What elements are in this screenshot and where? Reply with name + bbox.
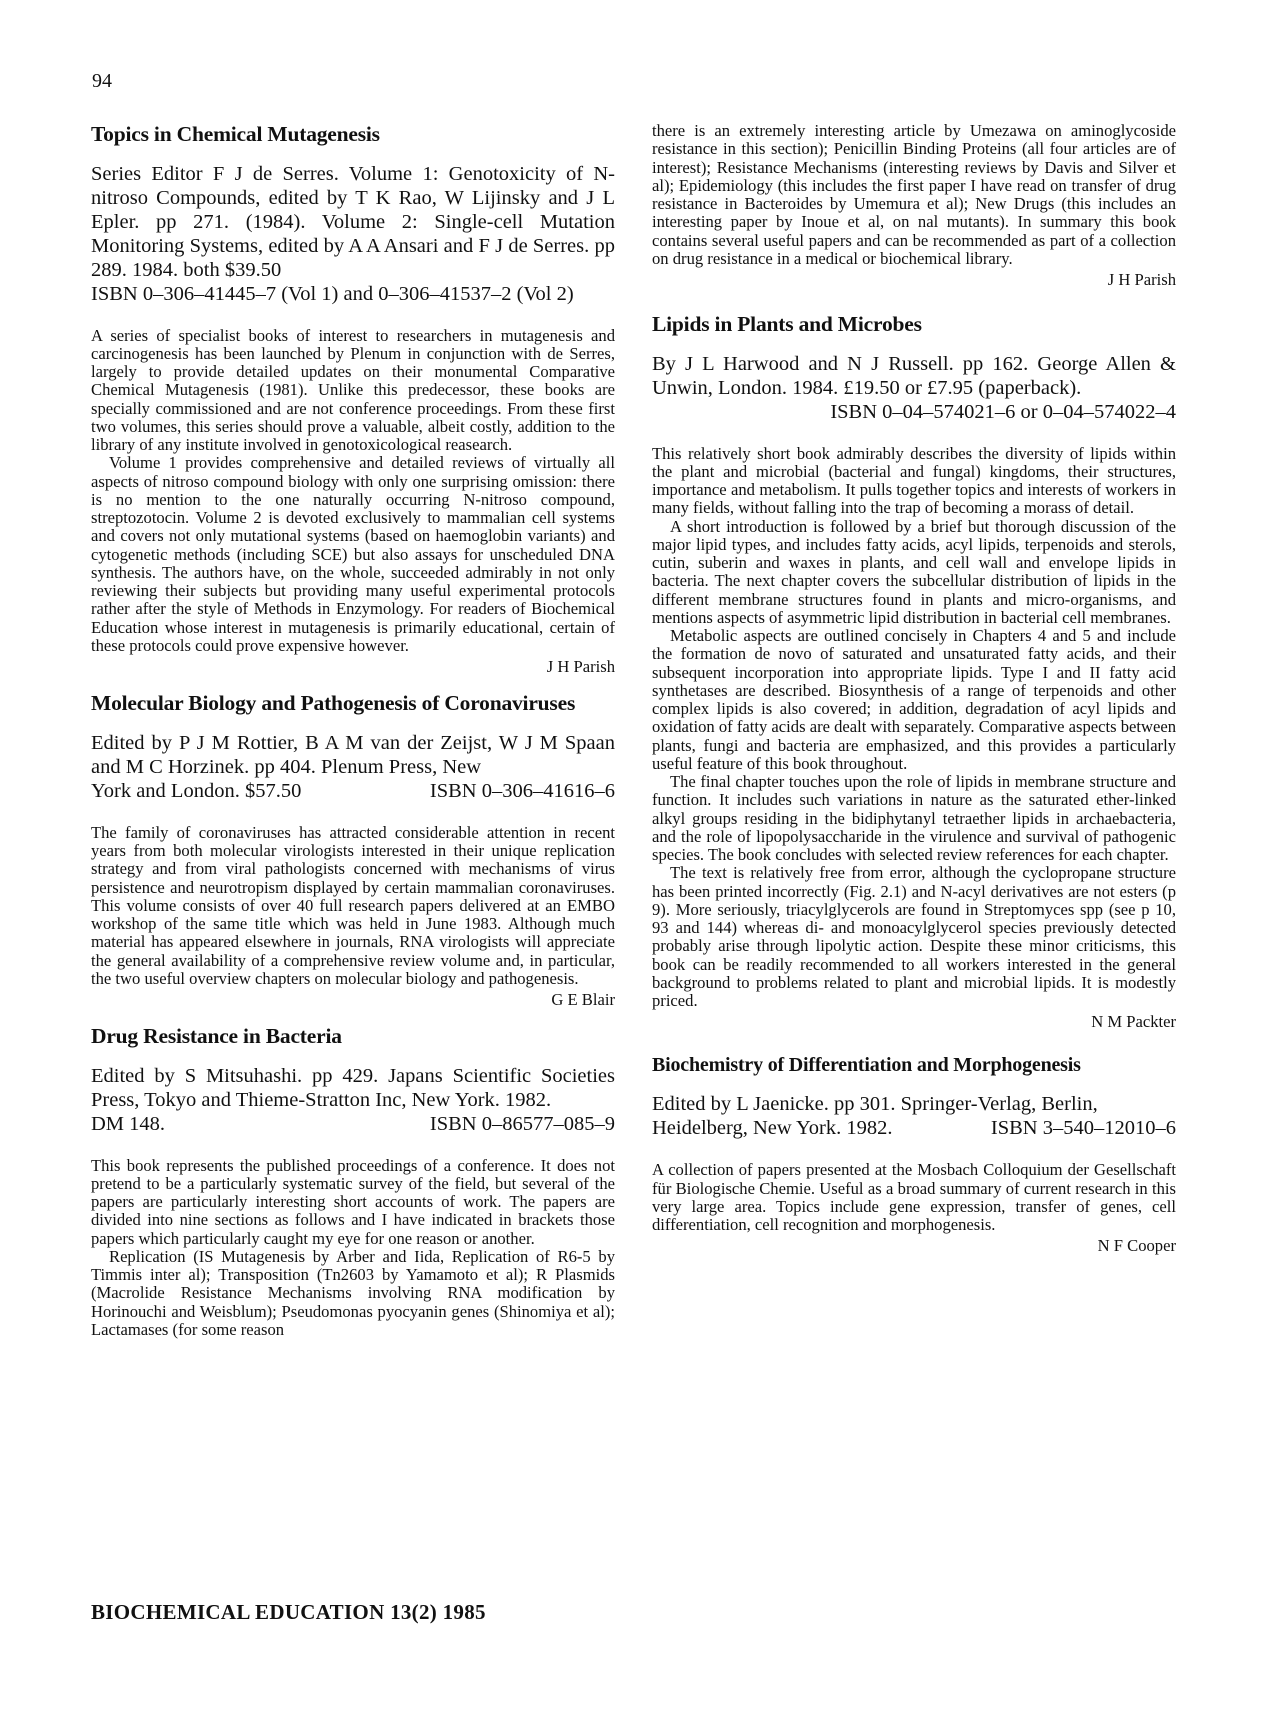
paragraph: A series of specialist books of interest to researchers in mutagenesis and carcinogenesis has been launched by Plenum in conjunction with de Serres, largely to provide detailed updates on their monumental Comparative Chemical Mutagenesis (1981). Unlike this predecessor, these books are specially commissioned and are not conference proceedings. From these first two volumes, this series should prove a valuable, albeit costly, addition to the library of any institute involved in genotoxicological reasearch.: [91, 325, 615, 455]
left-column: [91, 122, 615, 1339]
paragraph: A short introduction is followed by a brief but thorough discussion of the major lipid types, and includes fatty acids, acyl lipids, terpenoids and sterols, cutin, suberin and waxes in plants, and cell wall and envelope lipids in bacteria. The next chapter covers the subcellular distribution of lipids in the different membrane structures found in plants and micro-organisms, and mentions aspects of asymmetric lipid distribution in bacterial cell membranes.: [652, 516, 1176, 627]
isbn: ISBN 0–86577–085–9: [429, 1112, 615, 1135]
review-title: Biochemistry of Differentiation and Morphogenesis: [652, 1054, 1081, 1077]
paragraph: The final chapter touches upon the role of lipids in membrane structure and function. It includes such variations in nature as the saturated ether-linked alkyl groups residing in the bidiphytanyl tetraether lipids in archaebacteria, and the role of lipopolysaccharide in the virulence and survival of pathogenic species. The book concludes with selected review references for each chapter.: [652, 772, 1176, 865]
reviewer-signature: J H Parish: [546, 657, 615, 677]
review-chemical-mutagenesis: [91, 122, 615, 677]
bibliographic-details: [91, 163, 615, 307]
review-drug-resistance-continued: [652, 122, 1176, 290]
review-body: [652, 1161, 1176, 1234]
review-lipids: [652, 312, 1176, 1032]
isbn: ISBN 0–306–41616–6: [429, 779, 615, 802]
paragraph: Metabolic aspects are outlined concisely in Chapters 4 and 5 and include the formation de novo of saturated and unsaturated fatty acids, and their subsequent incorporation into appropriate lipids. Type I and II fatty acid synthetases are described. Biosynthesis of a range of terpenoids and other complex lipids is also covered; in addition, degradation of acyl lipids and oxidation of fatty acids are dealt with separately. Comparative aspects between plants, fungi and bacteria are emphasized, and this provides a particularly useful feature of this book throughout.: [652, 626, 1176, 773]
review-title: Molecular Biology and Pathogenesis of Coronaviruses: [91, 691, 576, 716]
reviewer-signature: J H Parish: [1107, 270, 1176, 289]
bibliographic-details: [91, 1065, 615, 1137]
paragraph: The family of coronaviruses has attracted considerable attention in recent years from both molecular virologists interested in their unique replication strategy and from viral pathologists concerned with mechanisms of virus persistence and neurotropism displayed by certain mammalian coronaviruses. This volume consists of over 40 full research papers delivered at an EMBO workshop of the same title which was held in June 1983. Although much material has appeared elsewhere in journals, RNA virologists will appreciate the general availability of a comprehensive review volume and, in particular, the two useful overview chapters on molecular biology and pathogenesis.: [91, 822, 615, 988]
paragraph: This relatively short book admirably describes the diversity of lipids within the plant and microbial (bacterial and fungal) kingdoms, their structures, importance and metabolism. It pulls together topics and interests of workers in many fields, without falling into the trap of becoming a morass of detail.: [652, 443, 1176, 518]
paragraph: The text is relatively free from error, although the cyclopropane structure has been printed incorrectly (Fig. 2.1) and N-acyl derivatives are not esters (p 9). More seriously, triacylglycerols are found in Streptomyces spp (see p 10, 93 and 144) whereas di- and monoacylglycerol species previously detected probably arise through lipolytic action. Despite these minor criticisms, this book can be readily recommended to all workers interested in the general background to problems related to plant and microbial lipids. It is modestly priced.: [652, 863, 1176, 1011]
biblio-line: Edited by P J M Rottier, B A M van der Zeijst, W J M Spaan and M C Horzinek. pp 404. Plenum Press, New: [91, 731, 615, 778]
biblio-line: Edited by S Mitsuhashi. pp 429. Japans Scientific Societies Press, Tokyo and Thieme-Stratton Inc, New York. 1982.: [91, 1064, 615, 1111]
paragraph: A collection of papers presented at the Mosbach Colloquium der Gesellschaft für Biologische Chemie. Useful as a broad summary of current research in this very large area. Topics include gene expression, transfer of genes, cell differentiation, cell recognition and morphogenesis.: [652, 1160, 1176, 1235]
right-column: [652, 122, 1176, 1256]
isbn: ISBN 3–540–12010–6: [990, 1117, 1176, 1140]
paragraph: Replication (IS Mutagenesis by Arber and Iida, Replication of R6-5 by Timmis inter al); Transposition (Tn2603 by Yamamoto et al); R Plasmids (Macrolide Resistance Mechanisms involving RNA modification by Horinouchi and Weisblum); Pseudomonas pyocyanin genes (Shinomiya et al); Lactamases (for some reason: [91, 1246, 615, 1339]
review-title: Drug Resistance in Bacteria: [91, 1024, 342, 1049]
reviewer-signature: N M Packter: [1091, 1012, 1176, 1032]
reviewer-signature: G E Blair: [551, 990, 615, 1010]
journal-footer: BIOCHEMICAL EDUCATION 13(2) 1985: [91, 1600, 486, 1624]
review-body: [91, 327, 615, 656]
review-body: [91, 824, 615, 988]
review-title: Topics in Chemical Mutagenesis: [91, 122, 380, 146]
reviewer-signature: N F Cooper: [1097, 1236, 1176, 1256]
biblio-line: Edited by L Jaenicke. pp 301. Springer-Verlag, Berlin,: [652, 1093, 1098, 1116]
paragraph: This book represents the published proceedings of a conference. It does not pretend to be a particularly systematic survey of the field, but several of the papers are particularly interesting short accounts of work. The papers are divided into nine sections as follows and I have indicated in brackets those papers which particularly caught my eye for one reason or another.: [91, 1155, 615, 1248]
publisher-price: York and London. $57.50: [91, 779, 302, 802]
review-drug-resistance: [91, 1024, 615, 1339]
isbn-line: ISBN 0–04–574021–6 or 0–04–574022–4: [830, 400, 1176, 423]
bibliographic-details: [652, 1093, 1176, 1141]
paragraph: Volume 1 provides comprehensive and detailed reviews of virtually all aspects of nitroso compound biology with only one surprising omission: there is no mention to the one naturally occurring N-nitroso compound, streptozotocin. Volume 2 is devoted exclusively to mammalian cell systems and covers not only mutational systems (based on haemoglobin variants) and cytogenetic methods (including SCE) but also assays for unscheduled DNA synthesis. The authors have, on the whole, succeeded admirably in not only reviewing their subjects but providing many useful experimental protocols rather after the style of Methods in Enzymology. For readers of Biochemical Education whose interest in mutagenesis is primarily educational, certain of these protocols could prove expensive however.: [91, 453, 615, 655]
review-body: [91, 1157, 615, 1340]
paragraph: there is an extremely interesting article by Umezawa on aminoglycoside resistance in this section); Penicillin Binding Proteins (all four articles are of interest); Resistance Mechanisms (interesting reviews by Davis and Silver et al); Epidemiology (this includes the first paper I have read on transfer of drug resistance in Bacteroides by Umemura et al); New Drugs (this includes an interesting paper by Inoue et al, on nal mutants). In summary this book contains several useful papers and can be recommended as part of a collection on drug resistance in a medical or biochemical library.: [652, 121, 1176, 268]
price: DM 148.: [91, 1112, 166, 1135]
review-title: Lipids in Plants and Microbes: [652, 312, 922, 336]
biblio-line: By J L Harwood and N J Russell. pp 162. George Allen & Unwin, London. 1984. £19.50 or £7.95 (paperback).: [652, 352, 1176, 399]
review-body: [652, 445, 1176, 1011]
page-number: 94: [92, 70, 112, 92]
review-differentiation: [652, 1054, 1176, 1256]
bibliographic-details: [91, 732, 615, 804]
review-coronaviruses: [91, 691, 615, 1010]
biblio-line: Series Editor F J de Serres. Volume 1: Genotoxicity of N-nitroso Compounds, edited by T K Rao, W Lijinsky and J L Epler. pp 271. (1984). Volume 2: Single-cell Mutation Monitoring Systems, edited by A A Ansari and F J de Serres. pp 289. 1984. both $39.50: [91, 162, 615, 281]
publisher-location: Heidelberg, New York. 1982.: [652, 1117, 893, 1140]
bibliographic-details: [652, 353, 1176, 425]
review-body: [652, 122, 1176, 268]
isbn-line: ISBN 0–306–41445–7 (Vol 1) and 0–306–41537–2 (Vol 2): [91, 282, 574, 305]
